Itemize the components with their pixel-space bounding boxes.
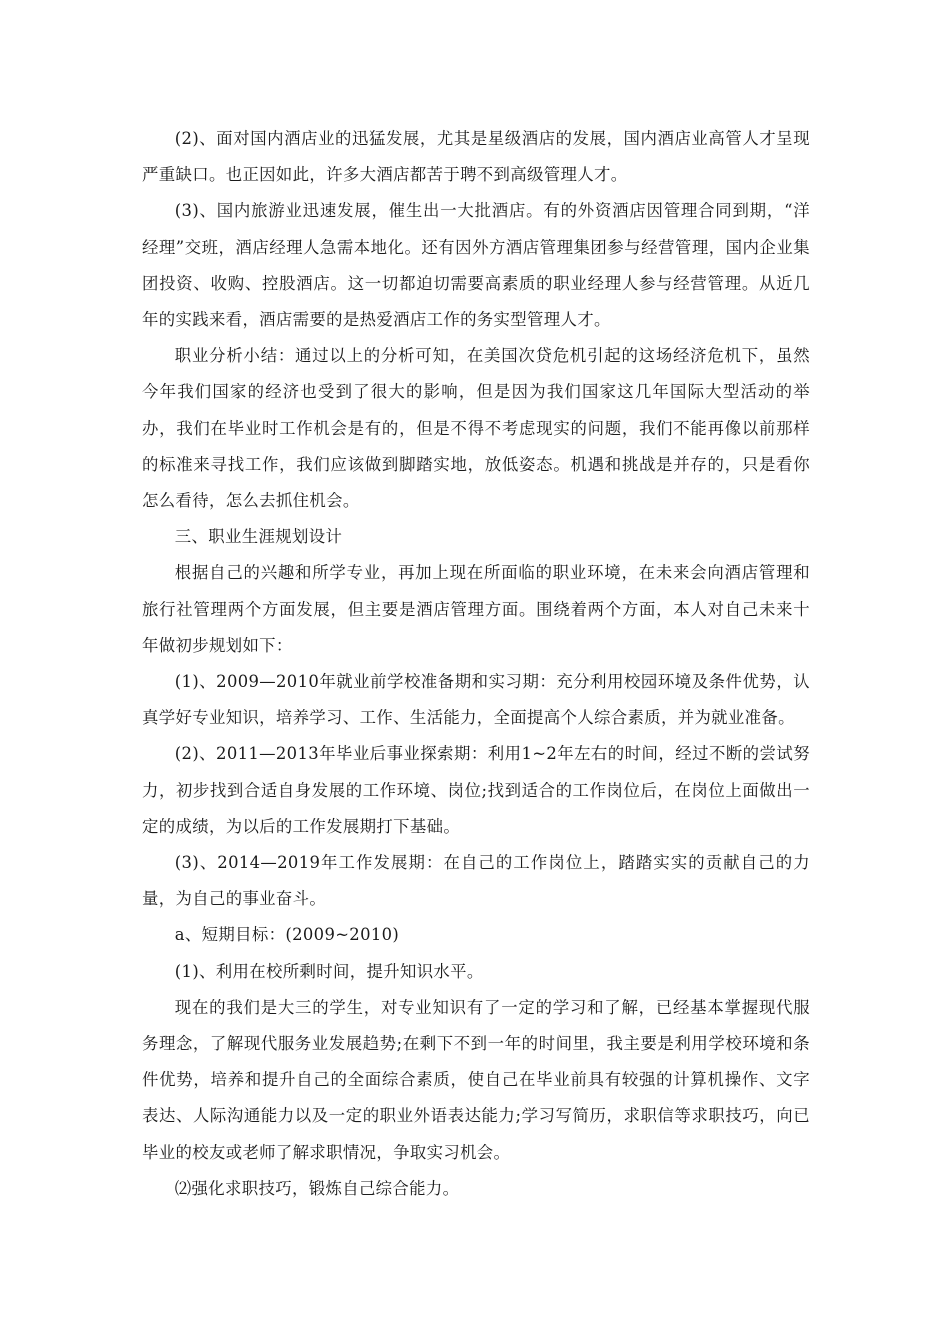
paragraph-tourism-growth: (3)、国内旅游业迅速发展，催生出一大批酒店。有的外资酒店因管理合同到期，“洋经理”交班，酒店经理人急需本地化。还有因外方酒店管理集团参与经营管理，国内企业集团投资、收购、控股酒店。这一切都迫切需要高素质的职业经理人参与经营管理。从近几年的实践来看，酒店需要的是热爱酒店工作的务实型管理人才。 (142, 201, 810, 330)
paragraph-goal-item-2: ⑵强化求职技巧，锻炼自己综合能力。 (174, 1178, 460, 1198)
paragraph-plan-stage-1: (1)、2009—2010年就业前学校准备期和实习期：充分利用校园环境及条件优势，认真学好专业知识，培养学习、工作、生活能力，全面提高个人综合素质，并为就业准备。 (142, 672, 810, 728)
paragraph-plan-stage-2: (2)、2011—2013年毕业后事业探索期：利用1~2年左右的时间，经过不断的尝试努力，初步找到合适自身发展的工作环境、岗位;找到适合的工作岗位后，在岗位上面做出一定的成绩，为以后的工作发展期打下基础。 (142, 744, 810, 836)
paragraph-hotel-talent-shortage: (2)、面对国内酒店业的迅猛发展，尤其是星级酒店的发展，国内酒店业高管人才呈现严重缺口。也正因如此，许多大酒店都苦于聘不到高级管理人才。 (142, 129, 810, 185)
paragraph-career-analysis-summary: 职业分析小结：通过以上的分析可知，在美国次贷危机引起的这场经济危机下，虽然今年我们国家的经济也受到了很大的影响，但是因为我们国家这几年国际大型活动的举办，我们在毕业时工作机会是有的，但是不得不考虑现实的问题，我们不能再像以前那样的标准来寻找工作，我们应该做到脚踏实地，放低姿态。机遇和挑战是并存的，只是看你怎么看待，怎么去抓住机会。 (142, 346, 810, 511)
paragraph-plan-stage-3: (3)、2014—2019年工作发展期：在自己的工作岗位上，踏踏实实的贡献自己的力量，为自己的事业奋斗。 (142, 853, 810, 909)
section-heading-career-plan: 三、职业生涯规划设计 (174, 527, 343, 547)
paragraph-goal-item-1: (1)、利用在校所剩时间，提升知识水平。 (174, 961, 484, 981)
subheading-short-term-goal: a、短期目标：(2009~2010) (174, 925, 400, 945)
paragraph-plan-intro: 根据自己的兴趣和所学专业，再加上现在所面临的职业环境，在未来会向酒店管理和旅行社管理两个方面发展，但主要是酒店管理方面。围绕着两个方面，本人对自己未来十年做初步规划如下： (142, 563, 810, 655)
paragraph-goal-detail: 现在的我们是大三的学生，对专业知识有了一定的学习和了解，已经基本掌握现代服务理念，了解现代服务业发展趋势;在剩下不到一年的时间里，我主要是利用学校环境和条件优势，培养和提升自己的全面综合素质，使自己在毕业前具有较强的计算机操作、文字表达、人际沟通能力以及一定的职业外语表达能力;学习写简历，求职信等求职技巧，向已毕业的校友或老师了解求职情况，争取实习机会。 (142, 997, 810, 1162)
document-body (142, 121, 810, 1207)
